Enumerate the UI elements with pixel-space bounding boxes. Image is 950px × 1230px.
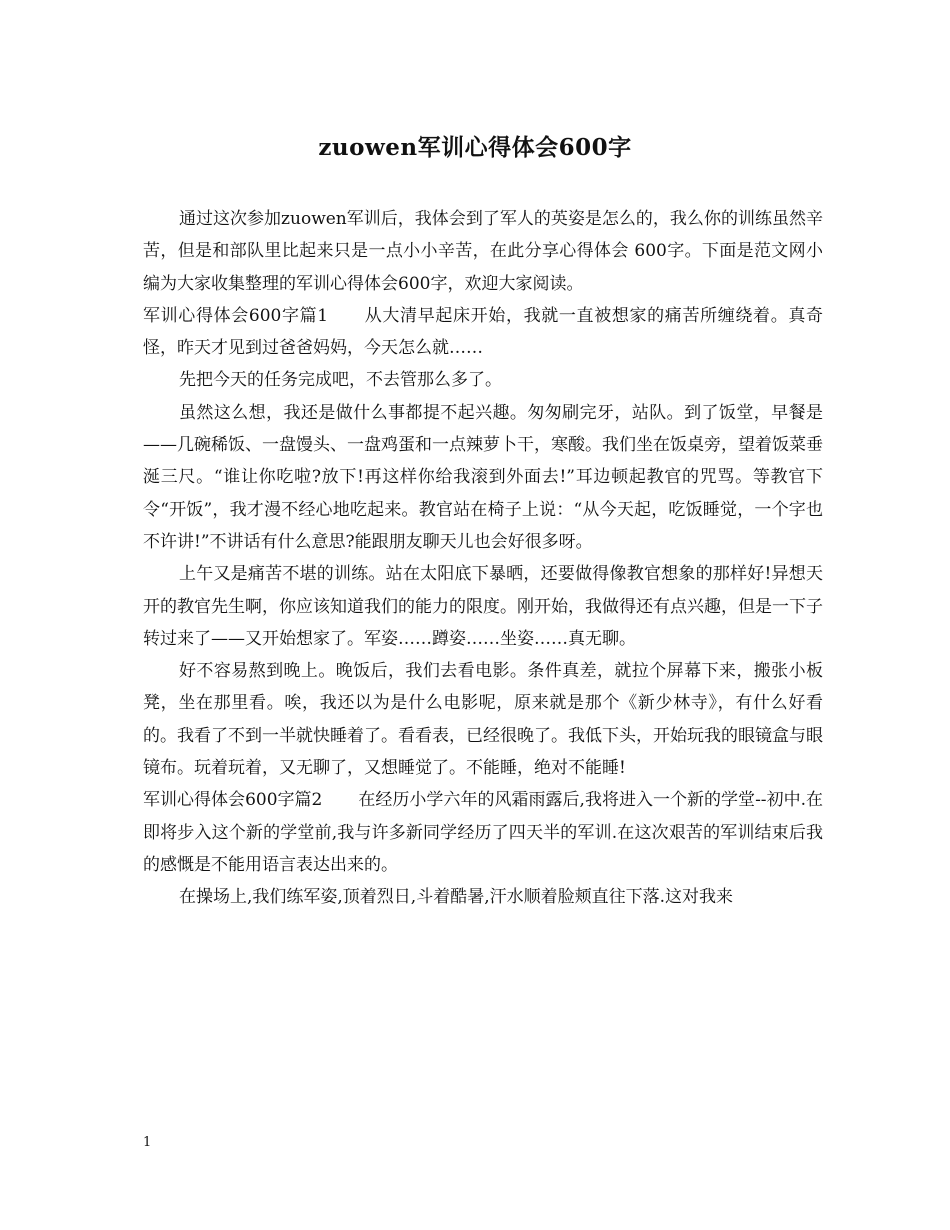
paragraph [143, 558, 823, 655]
paragraph-text: 好不容易熬到晚上。晚饭后，我们去看电影。条件真差，就拉个屏幕下来，搬张小板凳，坐在那里看。唉，我还以为是什么电影呢，原来就是那个《新少林寺》，有什么好看的。我看了不到一半就快睡着了。看看表，已经很晚了。我低下头，开始玩我的眼镜盒与眼镜布。玩着玩着，又无聊了，又想睡觉了。不能睡，绝对不能睡! [143, 661, 823, 779]
paragraph-text: 先把今天的任务完成吧，不去管那么多了。 [179, 370, 502, 391]
section-heading: 军训心得体会600字篇2 [143, 790, 323, 811]
paragraph-text: 通过这次参加zuowen军训后，我体会到了军人的英姿是怎么的，我么你的训练虽然辛苦，但是和部队里比起来只是一点小小辛苦，在此分享心得体会 600字。下面是范文网小编为大家收集整理的军训心得体会600字，欢迎大家阅读。 [143, 209, 823, 294]
paragraph [143, 784, 823, 881]
paragraph-text: 上午又是痛苦不堪的训练。站在太阳底下暴晒，还要做得像教官想象的那样好!异想天开的教官先生啊，你应该知道我们的能力的限度。刚开始，我做得还有点兴趣，但是一下子转过来了——又开始想家了。军姿……蹲姿……坐姿……真无聊。 [143, 564, 823, 649]
section-heading: 军训心得体会600字篇1 [143, 305, 329, 326]
paragraph [143, 881, 823, 913]
page-number: 1 [143, 1135, 152, 1150]
paragraph [143, 300, 823, 365]
paragraph [143, 397, 823, 558]
paragraph-text: 在操场上,我们练军姿,顶着烈日,斗着酷暑,汗水顺着脸颊直往下落.这对我来 [179, 887, 734, 908]
paragraph [143, 655, 823, 784]
paragraph-text: 在经历小学六年的风霜雨露后,我将进入一个新的学堂--初中.在即将步入这个新的学堂前,我与许多新同学经历了四天半的军训.在这次艰苦的军训结束后我的感慨是不能用语言表达出来的。 [143, 790, 824, 875]
paragraph [143, 364, 823, 396]
paragraph [143, 203, 823, 300]
document-title: zuowen军训心得体会600字 [318, 134, 632, 161]
document-body [143, 203, 823, 914]
paragraph-text: 从大清早起床开始，我就一直被想家的痛苦所缠绕着。真奇怪，昨天才见到过爸爸妈妈，今天怎么就…… [143, 305, 823, 359]
paragraph-text: 虽然这么想，我还是做什么事都提不起兴趣。匆匆刷完牙，站队。到了饭堂，早餐是——几碗稀饭、一盘馒头、一盘鸡蛋和一点辣萝卜干，寒酸。我们坐在饭桌旁，望着饭菜垂涎三尺。“谁让你吃啦?放下!再这样你给我滚到外面去!”耳边顿起教官的咒骂。等教官下令“开饭”，我才漫不经心地吃起来。教官站在椅子上说：“从今天起，吃饭睡觉，一个字也不许讲!”不讲话有什么意思?能跟朋友聊天儿也会好很多呀。 [143, 402, 823, 552]
